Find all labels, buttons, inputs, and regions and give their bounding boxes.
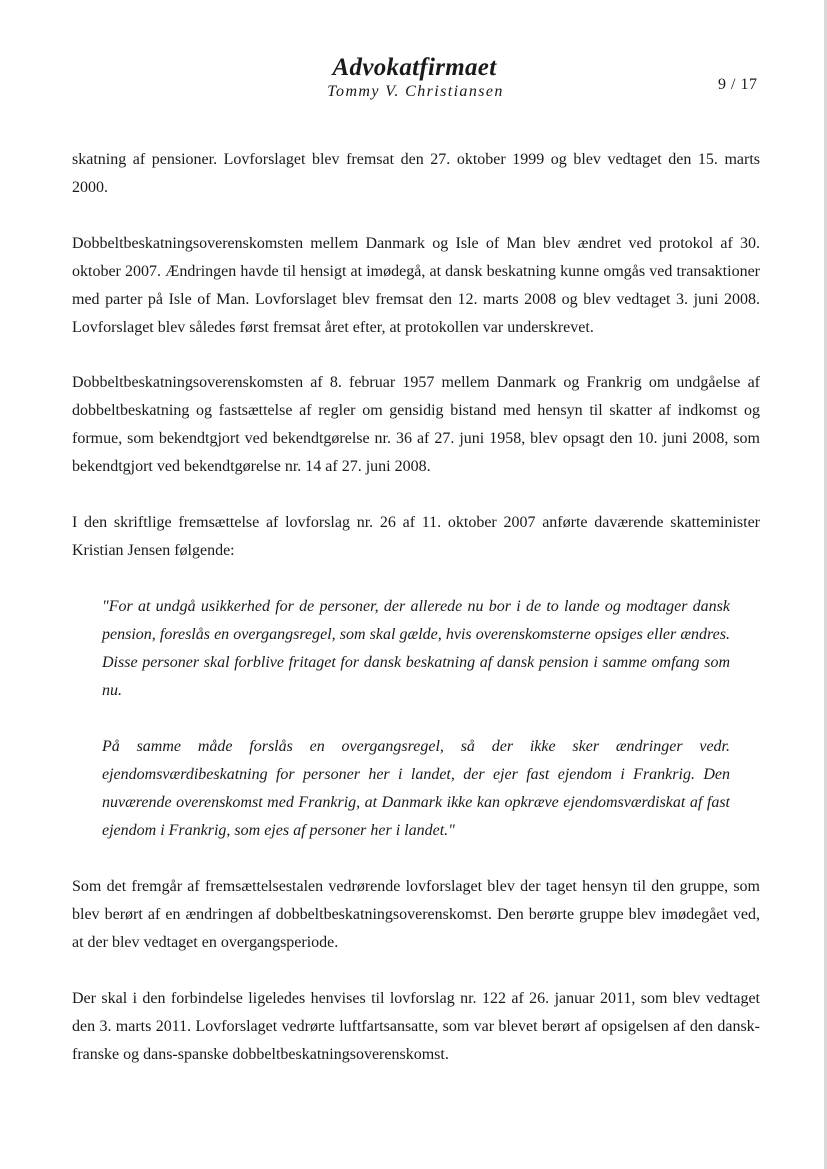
paragraph-2: Dobbeltbeskatningsoverenskomsten mellem Danmark og Isle of Man blev ændret ved protokol af 30. oktober 2007. Ændringen havde til hensigt at imødegå, at dansk beskatning kunne omgås ved transaktioner med parter på Isle of Man. Lovforslaget blev fremsat den 12. marts 2008 og blev vedtaget 3. juni 2008. Lovforslaget blev således først fremsat året efter, at protokollen var underskrevet. — [72, 235, 760, 336]
quote-paragraph-2: På samme måde forslås en overgangsregel, så der ikke sker ændringer vedr. ejendomsværdibeskatning for personer her i landet, der ejer fast ejendom i Frankrig. Den nuværende overenskomst med Frankrig, at Danmark ikke kan opkræve ejendomsværdiskat af fast ejendom i Frankrig, som ejes af personer her i landet." — [102, 738, 730, 839]
paragraph-6: Der skal i den forbindelse ligeledes henvises til lovforslag nr. 122 af 26. januar 2011, som blev vedtaget den 3. marts 2011. Lovforslaget vedrørte luftfartsansatte, som var blevet berørt af opsigelsen af den dansk-franske og dans-spanske dobbeltbeskatningsoverenskomst. — [72, 990, 760, 1063]
paragraph-5: Som det fremgår af fremsættelsestalen vedrørende lovforslaget blev der taget hensyn til den gruppe, som blev berørt af en ændringen af dobbeltbeskatningsoverenskomst. Den berørte gruppe blev imødegået ved, at der blev vedtaget en overgangsperiode. — [72, 878, 760, 951]
letterhead — [0, 54, 827, 102]
paragraph-4: I den skriftlige fremsættelse af lovforslag nr. 26 af 11. oktober 2007 anførte daværende skatteminister Kristian Jensen følgende: — [72, 514, 760, 559]
owner-name: Tommy V. Christiansen — [327, 83, 504, 100]
page-number: 9 / 17 — [718, 76, 758, 93]
paragraph-1: skatning af pensioner. Lovforslaget blev fremsat den 27. oktober 1999 og blev vedtaget den 15. marts 2000. — [72, 151, 760, 196]
firm-name: Advokatfirmaet — [332, 54, 497, 81]
quote-paragraph-1: "For at undgå usikkerhed for de personer, der allerede nu bor i de to lande og modtager dansk pension, foreslås en overgangsregel, som skal gælde, hvis overenskomsterne opsiges eller ændres. Disse personer skal forblive fritaget for dansk beskatning af dansk pension i samme omfang som nu. — [102, 598, 730, 699]
paragraph-3: Dobbeltbeskatningsoverenskomsten af 8. februar 1957 mellem Danmark og Frankrig om undgåelse af dobbeltbeskatning og fastsættelse af regler om gensidig bistand med hensyn til skatter af indkomst og formue, som bekendtgjort ved bekendtgørelse nr. 36 af 27. juni 1958, blev opsagt den 10. juni 2008, som bekendtgjort ved bekendtgørelse nr. 14 af 27. juni 2008. — [72, 374, 760, 475]
